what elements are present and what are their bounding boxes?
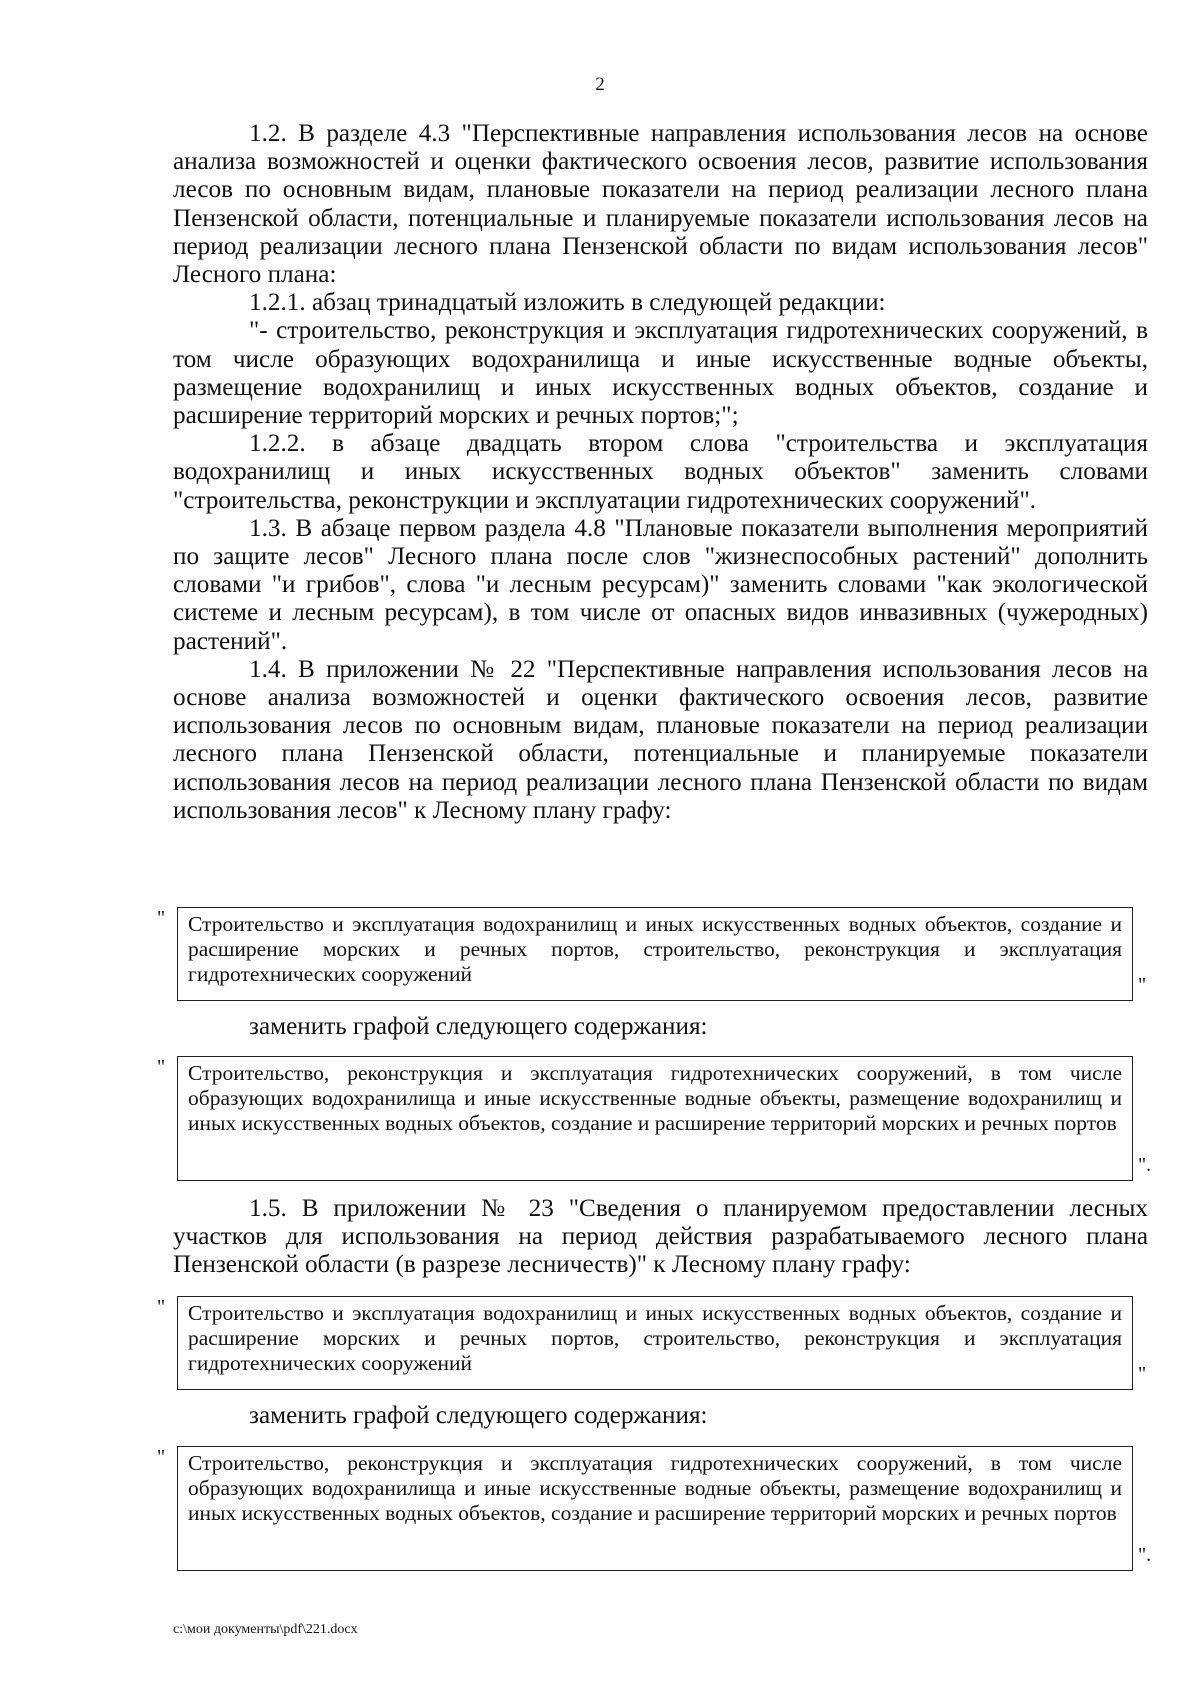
box-old-2-text: Строительство и эксплуатация водохранилищ и иных искусственных водных объектов, создание и расширение морских и речных портов, строительство, реконструкция и эксплуатация гидротехнических сооружений xyxy=(188,1301,1122,1375)
box-old-1 xyxy=(177,907,1133,1001)
box-old-2-quote-close: " xyxy=(1138,1363,1147,1385)
section-1-5 xyxy=(173,1195,1148,1280)
paragraph-1-4: 1.4. В приложении № 22 "Перспективные направления использования лесов на основе анализа возможностей и оценки фактического освоения лесов, развитие использования лесов по основным видам, плановые показатели на период реализации лесного плана Пензенской области, потенциальные и планируемые показатели использования лесов на период реализации лесного плана Пензенской области по видам использования лесов" к Лесному плану графу: xyxy=(173,655,1148,824)
paragraph-1-5: 1.5. В приложении № 23 "Сведения о планируемом предоставлении лесных участков для использования на период действия разрабатываемого лесного плана Пензенской области (в разрезе лесничеств)" к Лесному плану графу: xyxy=(173,1195,1148,1279)
replace-label-1: заменить графой следующего содержания: xyxy=(249,1013,708,1040)
page-number: 2 xyxy=(595,74,605,95)
paragraph-1-2-2: 1.2.2. в абзаце двадцать втором слова "строительства и эксплуатация водохранилищ и иных искусственных водных объектов" заменить словами "строительства, реконструкции и эксплуатации гидротехнических сооружений". xyxy=(173,430,1148,514)
box-old-1-text: Строительство и эксплуатация водохранилищ и иных искусственных водных объектов, создание и расширение морских и речных портов, строительство, реконструкция и эксплуатация гидротехнических сооружений xyxy=(188,912,1122,986)
box-new-2-quote-close: ". xyxy=(1138,1544,1152,1566)
box-new-2 xyxy=(177,1446,1133,1571)
box-new-1-quote-open: " xyxy=(157,1056,166,1078)
box-new-2-quote-open: " xyxy=(157,1446,166,1468)
paragraph-1-2: 1.2. В разделе 4.3 "Перспективные направления использования лесов на основе анализа возможностей и оценки фактического освоения лесов, развитие использования лесов по основным видам, плановые показатели на период реализации лесного плана Пензенской области, потенциальные и планируемые показатели использования лесов на период реализации лесного плана Пензенской области по видам использования лесов" Лесного плана: xyxy=(173,120,1148,289)
box-old-2-quote-open: " xyxy=(157,1296,166,1318)
section-1-2 xyxy=(173,120,1148,825)
box-new-1-text: Строительство, реконструкция и эксплуатация гидротехнических сооружений, в том числе образующих водохранилища и иные искусственные водные объекты, размещение водохранилищ и иных искусственных водных объектов, создание и расширение территорий морских и речных портов xyxy=(188,1061,1122,1135)
paragraph-1-2-1-text: "- строительство, реконструкция и эксплуатация гидротехнических сооружений, в том числе образующих водохранилища и иные искусственные водные объекты, размещение водохранилищ и иных искусственных водных объектов, создание и расширение территорий морских и речных портов;"; xyxy=(173,317,1148,430)
box-old-1-quote-open: " xyxy=(157,907,166,929)
box-old-1-quote-close: " xyxy=(1138,974,1147,996)
paragraph-1-2-1: 1.2.1. абзац тринадцатый изложить в следующей редакции: xyxy=(249,289,886,317)
box-old-2 xyxy=(177,1296,1133,1390)
paragraph-1-3: 1.3. В абзаце первом раздела 4.8 "Плановые показатели выполнения мероприятий по защите лесов" Лесного плана после слов "жизнеспособных растений" дополнить словами "и грибов", слова "и лесным ресурсам)" заменить словами "как экологической системе и лесным ресурсам), в том числе от опасных видов инвазивных (чужеродных) растений". xyxy=(173,514,1148,655)
box-new-2-text: Строительство, реконструкция и эксплуатация гидротехнических сооружений, в том числе образующих водохранилища и иные искусственные водные объекты, размещение водохранилищ и иных искусственных водных объектов, создание и расширение территорий морских и речных портов xyxy=(188,1451,1122,1525)
box-new-1-quote-close: ". xyxy=(1138,1154,1152,1176)
footer-file-path: c:\мои документы\pdf\221.docx xyxy=(173,1622,358,1637)
box-new-1 xyxy=(177,1056,1133,1181)
replace-label-2: заменить графой следующего содержания: xyxy=(249,1402,708,1429)
